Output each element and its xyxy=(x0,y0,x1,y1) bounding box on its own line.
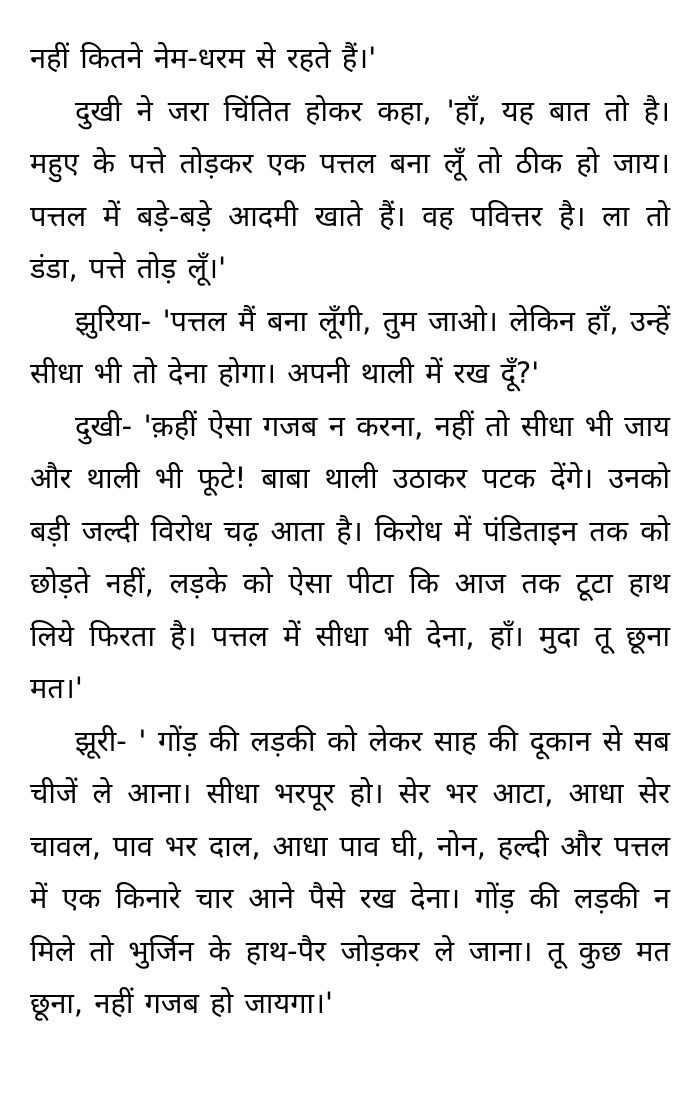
paragraph-continuation: नहीं कितने नेम-धरम से रहते हैं।' xyxy=(30,41,377,75)
paragraph-jhuriya: झुरिया- 'पत्तल मैं बना लूँगी, तुम जाओ। लेकिन हाँ, उन्हें सीधा भी तो देना होगा। अपनी थाली में रख दूँ?' xyxy=(30,303,670,390)
paragraph-dukhi-2: दुखी- 'क़हीं ऐसा गजब न करना, नहीं तो सीधा भी जाय और थाली भी फूटे! बाबा थाली उठाकर पटक देंगे। उनको बड़ी जल्दी विरोध चढ़ आता है। किरोध में पंडिताइन तक को छोड़ते नहीं, लड़के को ऐसा पीटा कि आज तक टूटा हाथ लिये फिरता है। पत्तल में सीधा भी देना, हाँ। मुदा तू छूना मत।' xyxy=(30,408,670,705)
paragraph-jhuri: झूरी- ' गोंड़ की लड़की को लेकर साह की दूकान से सब चीजें ले आना। सीधा भरपूर हो। सेर भर आटा, आधा सेर चावल, पाव भर दाल, आधा पाव घी, नोन, हल्दी और पत्तल में एक किनारे चार आने पैसे रख देना। गोंड़ की लड़की न मिले तो भुर्जिन के हाथ-पैर जोड़कर ले जाना। तू कुछ मत छूना, नहीं गजब हो जायगा।' xyxy=(30,723,670,1020)
paragraph-dukhi-1: दुखी ने जरा चिंतित होकर कहा, 'हाँ, यह बात तो है। महुए के पत्ते तोड़कर एक पत्तल बना लूँ तो ठीक हो जाय। पत्तल में बड़े-बड़े आदमी खाते हैं। वह पवित्तर है। ला तो डंडा, पत्ते तोड़ लूँ।' xyxy=(30,93,670,285)
